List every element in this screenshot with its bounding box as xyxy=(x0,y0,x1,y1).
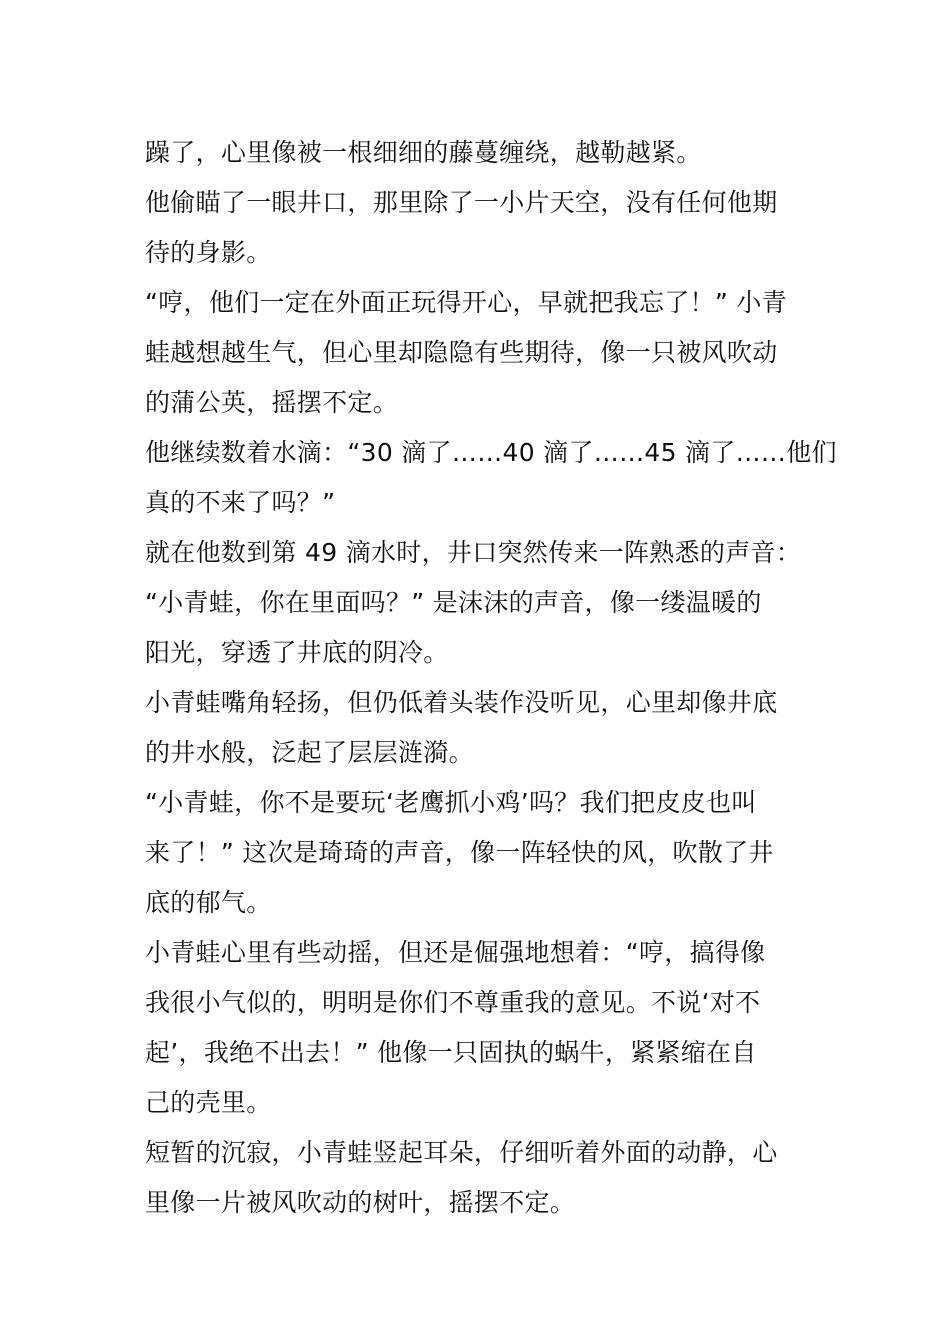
text-line: 短暂的沉寂，小青蛙竖起耳朵，仔细听着外面的动静，心 xyxy=(145,1138,778,1167)
text-line: 就在他数到第 49 滴水时，井口突然传来一阵熟悉的声音： xyxy=(145,538,802,567)
text-line: “小青蛙，你在里面吗？” 是沫沫的声音，像一缕温暖的 xyxy=(145,588,762,617)
story-text xyxy=(145,128,837,1228)
text-line: 蛙越想越生气，但心里却隐隐有些期待，像一只被风吹动 xyxy=(145,338,778,367)
text-line: “小青蛙，你不是要玩‘老鹰抓小鸡’吗？我们把皮皮也叫 xyxy=(145,788,757,817)
text-line: 待的身影。 xyxy=(145,238,272,267)
text-line: 他继续数着水滴：“30 滴了……40 滴了……45 滴了……他们 xyxy=(145,438,837,467)
text-line: “哼，他们一定在外面正玩得开心，早就把我忘了！” 小青 xyxy=(145,288,787,317)
text-line: 他偷瞄了一眼井口，那里除了一小片天空，没有任何他期 xyxy=(145,188,778,217)
text-line: 起’，我绝不出去！” 他像一只固执的蜗牛，紧紧缩在自 xyxy=(145,1038,757,1067)
text-line: 里像一片被风吹动的树叶，摇摆不定。 xyxy=(145,1188,576,1217)
text-line: 我很小气似的，明明是你们不尊重我的意见。不说‘对不 xyxy=(145,988,761,1017)
text-line: 的蒲公英，摇摆不定。 xyxy=(145,388,399,417)
text-line: 阳光，穿透了井底的阴冷。 xyxy=(145,638,449,667)
text-line: 己的壳里。 xyxy=(145,1088,272,1117)
text-line: 躁了，心里像被一根细细的藤蔓缠绕，越勒越紧。 xyxy=(145,138,702,167)
text-line: 真的不来了吗？” xyxy=(145,488,336,517)
text-line: 来了！” 这次是琦琦的声音，像一阵轻快的风，吹散了井 xyxy=(145,838,774,867)
text-line: 的井水般，泛起了层层涟漪。 xyxy=(145,738,474,767)
text-line: 小青蛙心里有些动摇，但还是倔强地想着：“哼，搞得像 xyxy=(145,938,766,967)
text-line: 小青蛙嘴角轻扬，但仍低着头装作没听见，心里却像井底 xyxy=(145,688,778,717)
text-line: 底的郁气。 xyxy=(145,888,272,917)
